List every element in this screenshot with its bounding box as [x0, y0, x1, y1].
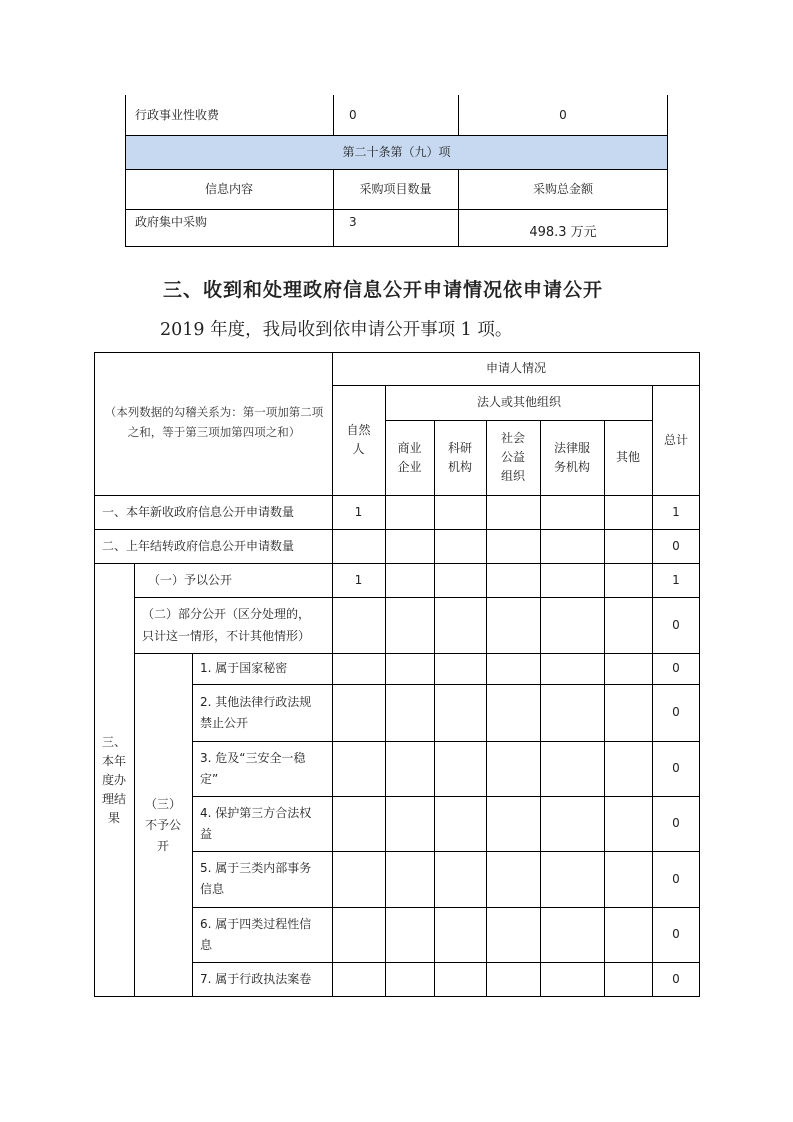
row-carried-over: 二、上年结转政府信息公开申请数量	[102, 538, 295, 553]
row-partial-total: 0	[672, 617, 680, 632]
col-natural-person: 自然 人	[346, 423, 371, 456]
procurement-amount: 498.3 万元	[529, 224, 597, 240]
checksum-note: （本列数据的勾稽关系为：第一项加第二项之和，等于第三项加第四项之和）	[104, 405, 324, 439]
procurement-count: 3	[349, 214, 357, 229]
row-new-total: 1	[672, 504, 680, 519]
group-results-label: 三、 本年 度办 理结 果	[101, 734, 126, 825]
item-third-party-total: 0	[672, 816, 680, 830]
fee-amount: 0	[559, 107, 567, 122]
procurement-table	[125, 95, 668, 247]
item-internal-affairs: 5. 属于三类内部事务 信息	[200, 861, 312, 896]
item-security-total: 0	[672, 761, 680, 775]
col-business: 商业 企业	[397, 440, 422, 474]
col-header-count: 采购项目数量	[359, 181, 432, 196]
row-partial: （二）部分公开（区分处理的， 只计这一情形，不计其他情形）	[142, 607, 311, 643]
col-research: 科研 机构	[447, 440, 472, 474]
row-carried-total: 0	[672, 538, 680, 553]
fee-count: 0	[349, 107, 357, 122]
item-law-prohibited-total: 0	[672, 705, 680, 719]
item-state-secret: 1. 属于国家秘密	[200, 661, 288, 675]
item-internal-affairs-total: 0	[672, 871, 680, 886]
section-paragraph: 2019 年度，我局收到依申请公开事项 1 项。	[160, 320, 513, 340]
legal-entity-header: 法人或其他组织	[476, 395, 561, 409]
item-security: 3. 危及“三安全一稳 定”	[200, 750, 306, 786]
item-third-party: 4. 保护第三方合法权 益	[200, 805, 312, 841]
subgroup-withheld-label: （三） 不予公 开	[144, 796, 181, 853]
row-new-applications: 一、本年新收政府信息公开申请数量	[102, 504, 295, 519]
section-header: 第二十条第（九）项	[342, 144, 451, 159]
col-legal-service: 法律服 务机构	[553, 440, 590, 474]
col-social-org: 社会 公益 组织	[500, 431, 525, 483]
applicant-header: 申请人情况	[485, 361, 546, 375]
col-other: 其他	[615, 450, 640, 464]
row-disclosed: （一）予以公开	[148, 572, 233, 587]
row-disclosed-natural: 1	[354, 572, 363, 587]
item-law-prohibited: 2. 其他法律行政法规 禁止公开	[200, 694, 312, 730]
item-process-info: 6. 属于四类过程性信 息	[200, 916, 312, 952]
application-stats-table	[94, 352, 700, 997]
procurement-label: 政府集中采购	[135, 214, 208, 229]
item-enforcement-files: 7. 属于行政执法案卷	[200, 971, 312, 986]
fee-label: 行政事业性收费	[135, 107, 220, 122]
item-state-secret-total: 0	[672, 661, 680, 675]
col-header-amount: 采购总金额	[532, 181, 593, 196]
col-total: 总计	[663, 432, 688, 447]
item-process-info-total: 0	[672, 927, 680, 941]
section-heading: 三、收到和处理政府信息公开申请情况依申请公开	[163, 279, 604, 301]
row-new-natural: 1	[354, 504, 363, 519]
row-disclosed-total: 1	[672, 572, 680, 587]
item-enforcement-files-total: 0	[672, 971, 680, 986]
col-header-content: 信息内容	[204, 181, 253, 196]
